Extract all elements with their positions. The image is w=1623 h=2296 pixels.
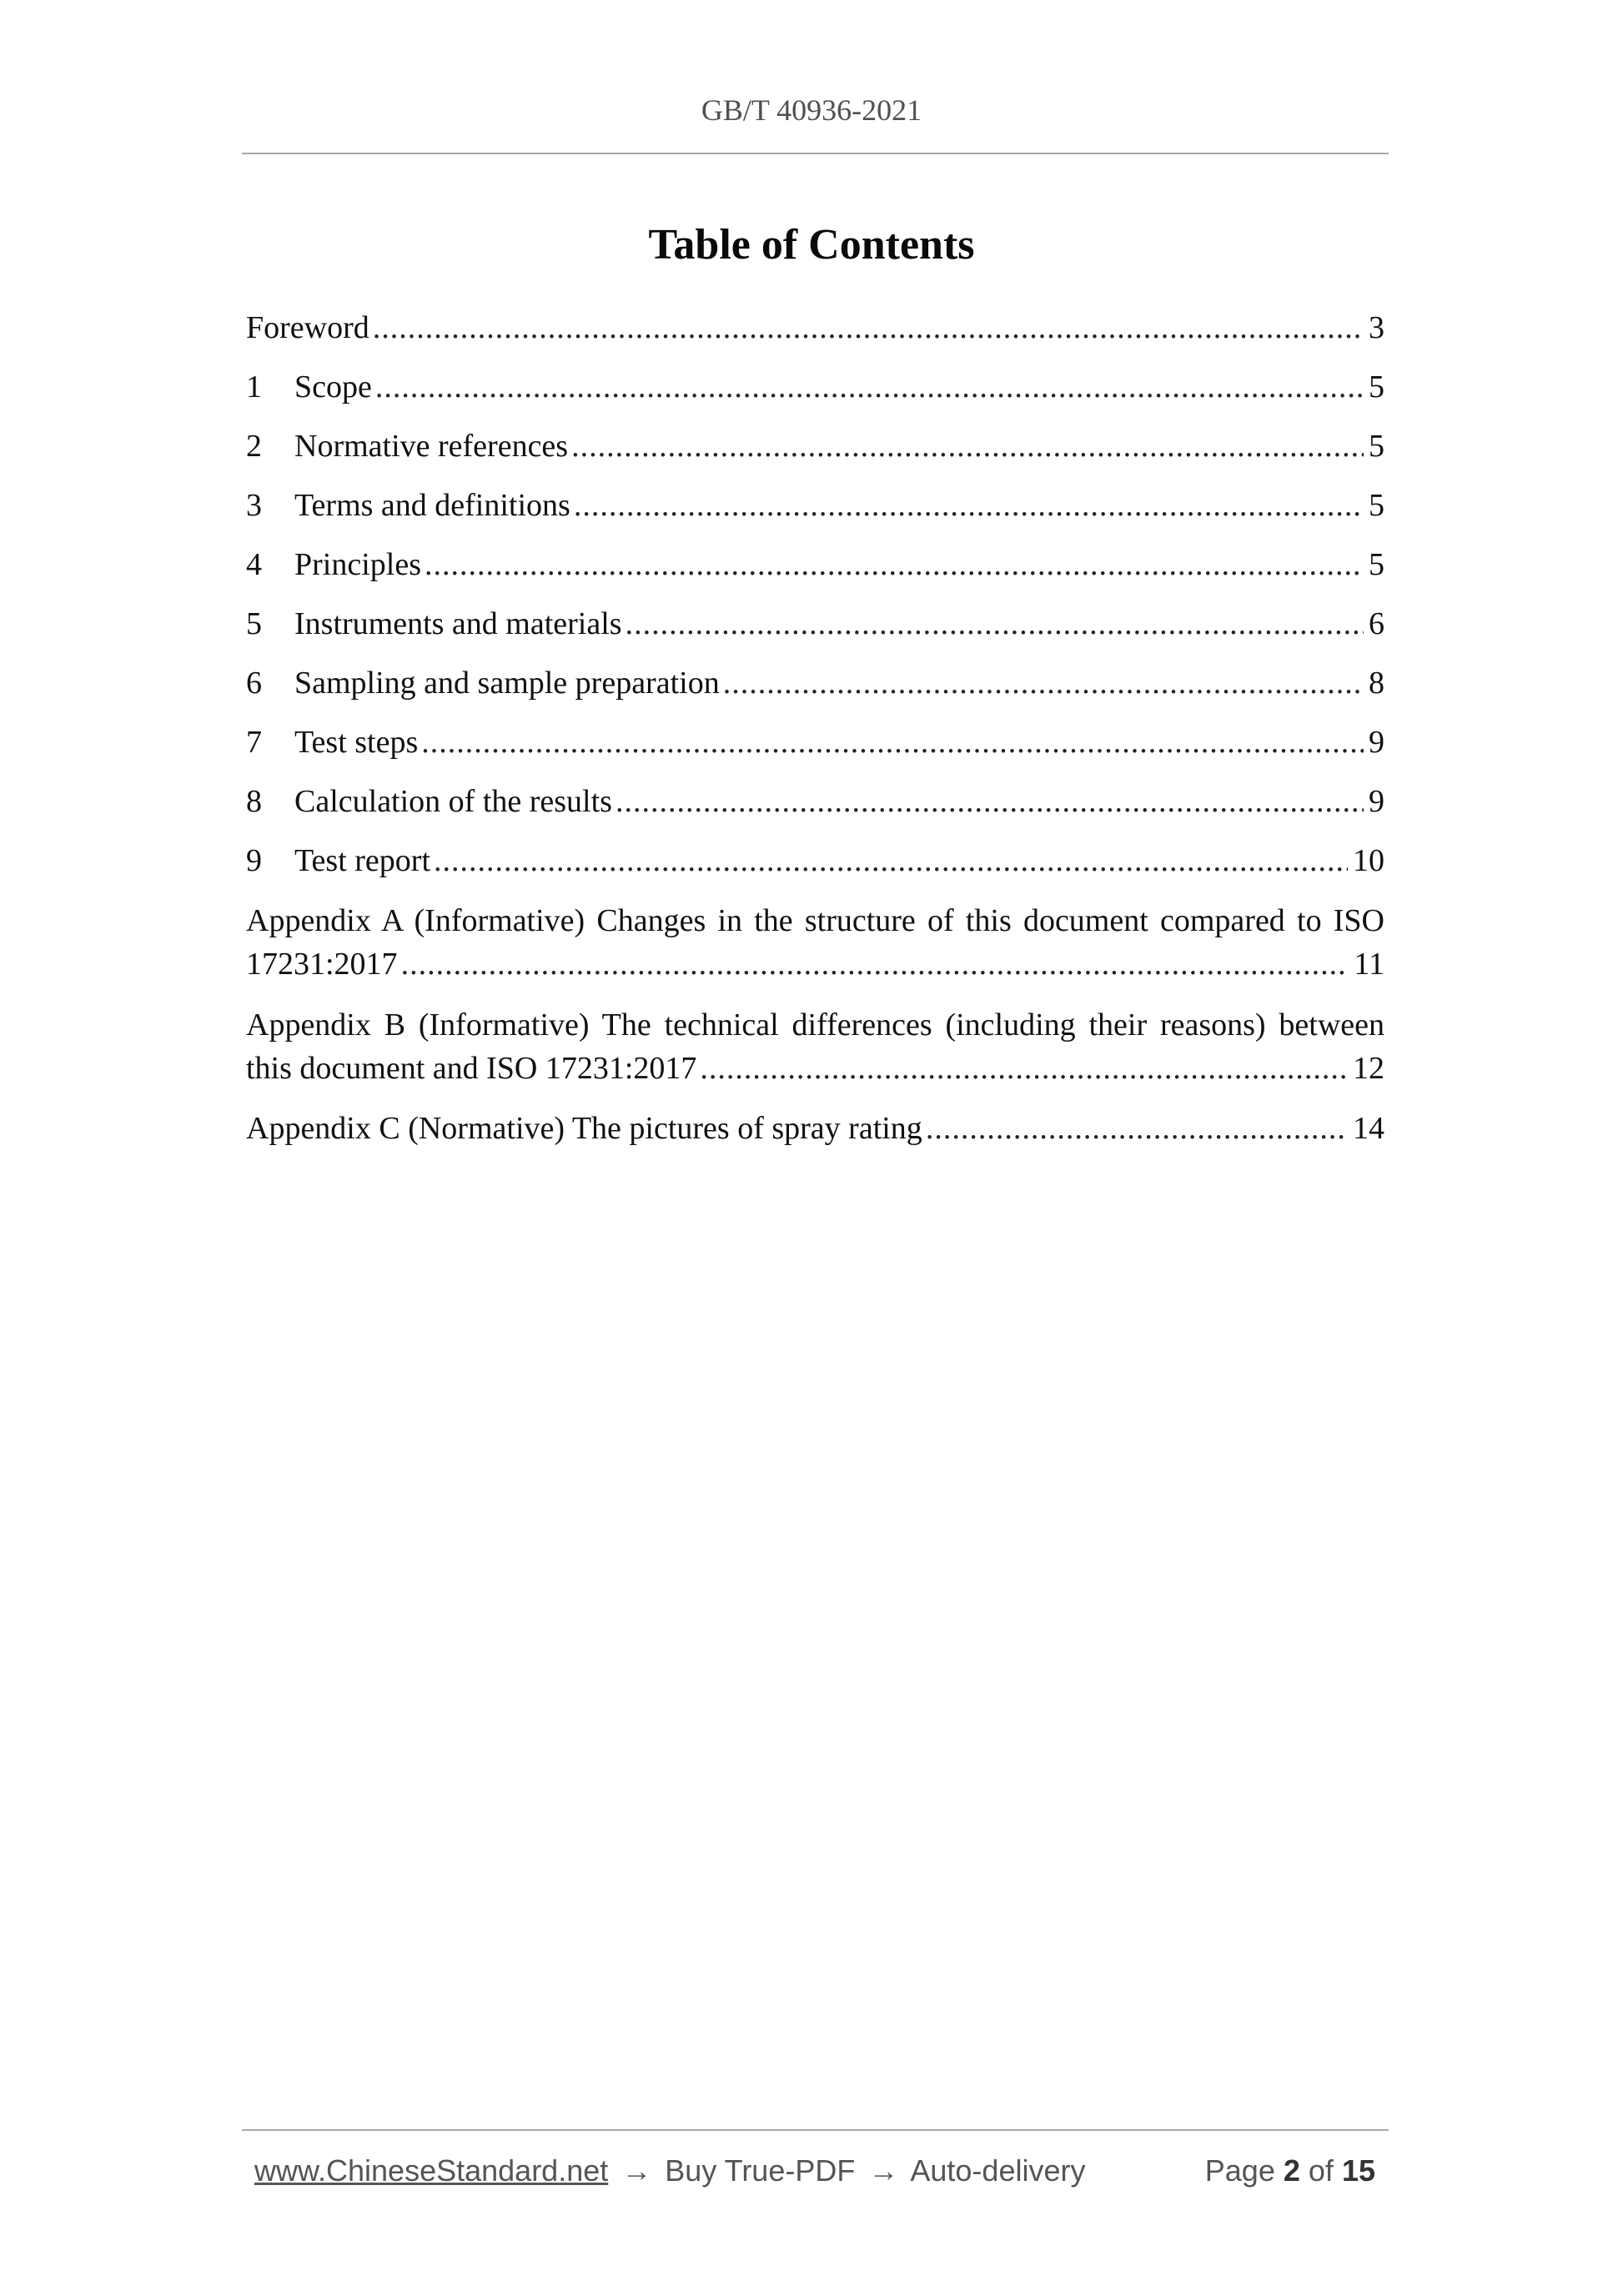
toc-leader-dots [700,1047,1348,1090]
toc-leader-dots [425,544,1364,585]
toc-entry-page: 11 [1354,947,1384,982]
header-divider [242,153,1389,154]
toc-entry-label: Normative references [294,429,569,464]
toc-entry-label: Principles [294,547,421,582]
toc-entry-number: 6 [246,666,262,701]
toc-entry-number: 4 [246,547,262,582]
toc-leader-dots [375,366,1364,408]
toc-leader-dots [626,603,1364,645]
toc-entry-instruments-and-materials[interactable] [246,603,1384,645]
toc-entry-label: Instruments and materials [294,606,622,641]
toc-entry-label: Calculation of the results [294,784,612,819]
toc-entry-page: 10 [1353,843,1384,878]
toc-entry-label: Foreword [246,310,369,345]
toc-entry-page: 5 [1369,369,1384,404]
toc-entry-number: 7 [246,725,262,760]
toc-entry-sampling[interactable] [246,662,1384,704]
toc-entry-page: 9 [1369,725,1384,760]
toc-entry-label: Terms and definitions [294,488,570,523]
toc-entry-page: 9 [1369,784,1384,819]
toc-entry-label: Appendix B (Informative) The technical differences (including their reasons) between [246,1007,1384,1042]
toc-entry-foreword[interactable] [246,307,1384,349]
footer-promo [254,2152,1085,2190]
toc-entry-number: 5 [246,606,262,641]
toc-entry-number: 2 [246,429,262,464]
right-arrow-icon: → [621,2153,652,2188]
toc-leader-dots [616,781,1364,822]
toc-entry-test-report[interactable] [246,840,1384,882]
toc-entry-calculation[interactable] [246,781,1384,822]
toc-leader-dots [723,662,1364,704]
toc-entry-page: 12 [1353,1051,1384,1086]
document-header: GB/T 40936-2021 [701,93,922,127]
site-link[interactable]: www.ChineseStandard.net [254,2153,609,2188]
auto-delivery-text: Auto-delivery [910,2153,1086,2188]
toc-entry-label-continued: this document and ISO 17231:2017 [246,1051,697,1086]
toc-entry-number: 3 [246,488,262,523]
toc-entry-appendix-a[interactable] [246,899,1384,986]
toc-entry-label: Scope [294,369,372,404]
toc-entry-label: Test steps [294,725,419,760]
toc-entry-page: 6 [1369,606,1384,641]
toc-entry-page: 5 [1369,488,1384,523]
toc-leader-dots [571,425,1364,467]
page-word: Page [1204,2153,1275,2188]
toc-leader-dots [434,840,1348,882]
toc-entry-principles[interactable] [246,544,1384,585]
toc-leader-dots [401,942,1349,986]
toc-leader-dots [373,307,1364,349]
toc-entry-terms-and-definitions[interactable] [246,485,1384,526]
toc-leader-dots [926,1108,1348,1149]
right-arrow-icon: → [868,2153,899,2188]
toc-entry-appendix-b[interactable] [246,1003,1384,1090]
toc-entry-label: Appendix A (Informative) Changes in the structure of this document compared to ISO [246,903,1384,938]
toc-leader-dots [574,485,1364,526]
table-of-contents [246,307,1384,1167]
toc-entry-page: 14 [1353,1111,1384,1146]
toc-entry-label-continued: 17231:2017 [246,947,398,982]
current-page: 2 [1283,2153,1300,2188]
of-word: of [1308,2153,1334,2188]
toc-entry-scope[interactable] [246,366,1384,408]
toc-title: Table of Contents [648,221,975,269]
page-number [1205,2152,1375,2190]
footer-divider [242,2129,1389,2131]
toc-entry-label: Test report [294,843,431,878]
page-footer [254,2152,1380,2190]
toc-leader-dots [421,721,1364,763]
toc-entry-test-steps[interactable] [246,721,1384,763]
toc-entry-label: Appendix C (Normative) The pictures of spray rating [246,1111,922,1146]
toc-entry-page: 3 [1369,310,1384,345]
buy-true-pdf-text: Buy True-PDF [665,2153,856,2188]
toc-entry-page: 5 [1369,429,1384,464]
toc-entry-number: 9 [246,843,262,878]
toc-entry-appendix-c[interactable] [246,1108,1384,1149]
toc-entry-label: Sampling and sample preparation [294,666,720,701]
toc-entry-page: 8 [1369,666,1384,701]
toc-entry-page: 5 [1369,547,1384,582]
toc-entry-normative-references[interactable] [246,425,1384,467]
toc-entry-number: 8 [246,784,262,819]
toc-entry-number: 1 [246,369,262,404]
total-pages: 15 [1341,2153,1375,2188]
